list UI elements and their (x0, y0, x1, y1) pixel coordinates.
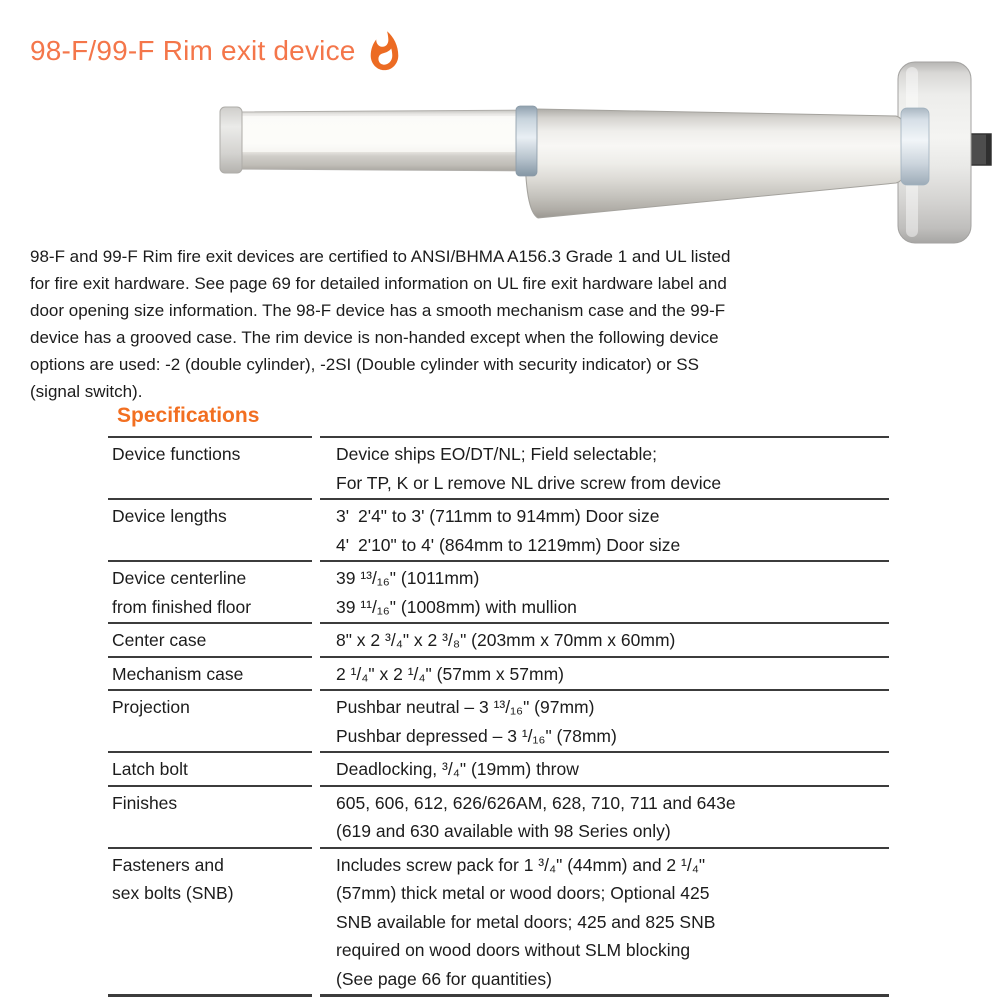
spec-value (320, 785, 889, 847)
spec-value-line (336, 851, 889, 880)
spec-label-line: Device centerline (112, 568, 247, 588)
spec-value-text: required on wood doors without SLM blocking (336, 940, 691, 960)
spec-value-line (336, 879, 889, 908)
spec-value-line (336, 593, 889, 622)
spec-value-text: Deadlocking, ³/₄" (19mm) throw (336, 759, 579, 779)
spec-label-line: Projection (112, 697, 190, 717)
spec-label-line: Finishes (112, 792, 178, 813)
intro-line: 98-F and 99-F Rim fire exit devices are certified to ANSI/BHMA A156.3 Grade 1 and UL listed (30, 247, 731, 266)
spec-value-text: 605, 606, 612, 626/626AM, 628, 710, 711 and 643e (336, 792, 736, 813)
spec-value-line (336, 502, 889, 531)
spec-label (108, 689, 312, 751)
end-cap (220, 107, 242, 173)
spec-value-text: For TP, K or L remove NL drive screw from device (336, 472, 722, 493)
collar (901, 108, 929, 185)
ring (516, 106, 537, 176)
spec-value-text: Includes screw pack for 1 ³/₄" (44mm) and 2 ¹/₄" (336, 854, 706, 875)
spec-label (108, 436, 312, 498)
specifications-table (108, 436, 889, 997)
spec-value-line (336, 660, 889, 689)
spec-value-text: 2 ¹/₄" x 2 ¹/₄" (57mm x 57mm) (336, 663, 564, 684)
rim-exit-device-photo (218, 55, 994, 250)
spec-value (320, 689, 889, 751)
spec-label-line: Latch bolt (112, 759, 188, 779)
spec-label-line: sex bolts (SNB) (112, 883, 234, 903)
intro-paragraph (30, 243, 860, 405)
spec-value-line (336, 564, 889, 593)
spec-label-line: from finished floor (112, 596, 252, 617)
spec-value-text: 39 ¹³/₁₆" (1011mm) (336, 568, 480, 588)
spec-value-text: (619 and 630 available with 98 Series only) (336, 821, 671, 841)
page-title: 98-F/99-F Rim exit device (30, 35, 356, 66)
spec-label-line: Device lengths (112, 506, 227, 526)
spec-value (320, 498, 889, 560)
spec-value-text: (See page 66 for quantities) (336, 968, 552, 989)
spec-value-text: 2'4" to 3' (711mm to 914mm) Door size (358, 506, 660, 526)
spec-label (108, 751, 312, 785)
spec-label (108, 498, 312, 560)
spec-value-text: (57mm) thick metal or wood doors; Optional 425 (336, 883, 710, 903)
spec-row (108, 689, 889, 751)
intro-line: device has a grooved case. The rim device is non-handed except when the following device (30, 328, 719, 347)
spec-row (108, 560, 889, 622)
specifications-heading: Specifications (117, 404, 260, 427)
spec-value-line (336, 440, 889, 469)
intro-line: options are used: -2 (double cylinder), -2SI (Double cylinder with security indicator) or SS (30, 355, 699, 374)
spec-value-text: 39 ¹¹/₁₆" (1008mm) with mullion (336, 596, 577, 617)
spec-value (320, 656, 889, 690)
spec-value-line (336, 722, 889, 751)
spec-value-line (336, 908, 889, 937)
spec-value-line (336, 965, 889, 994)
spec-label-line: Device functions (112, 444, 241, 464)
spec-label (108, 560, 312, 622)
spec-label-line: Fasteners and (112, 854, 224, 875)
length-prefix: 4' (336, 534, 350, 555)
spec-label (108, 622, 312, 656)
spec-row (108, 751, 889, 785)
spec-row (108, 785, 889, 847)
spec-value-line (336, 693, 889, 722)
spec-value-text: Device ships EO/DT/NL; Field selectable; (336, 444, 657, 464)
spec-row (108, 436, 889, 498)
spec-value-text: SNB available for metal doors; 425 and 825 SNB (336, 911, 716, 932)
spec-label-line: Center case (112, 630, 207, 650)
spec-value-text: 2'10" to 4' (864mm to 1219mm) Door size (358, 534, 681, 555)
spec-row (108, 498, 889, 560)
spec-row (108, 847, 889, 998)
spec-value-text: Pushbar neutral – 3 ¹³/₁₆" (97mm) (336, 697, 595, 717)
spec-value-line (336, 936, 889, 965)
spec-value (320, 560, 889, 622)
spec-value-line (336, 469, 889, 498)
spec-label (108, 847, 312, 998)
spec-value (320, 847, 889, 998)
intro-line: (signal switch). (30, 382, 143, 401)
spec-value-line (336, 817, 889, 846)
spec-value (320, 436, 889, 498)
spec-row (108, 656, 889, 690)
spec-value (320, 751, 889, 785)
spec-row (108, 622, 889, 656)
spec-value-line (336, 755, 889, 784)
pushbar-tube (525, 109, 906, 218)
spec-value-line (336, 531, 889, 560)
length-prefix: 3' (336, 506, 350, 526)
intro-line: for fire exit hardware. See page 69 for detailed information on UL fire exit hardware label and (30, 274, 727, 293)
spec-value-line (336, 626, 889, 655)
spec-value-text: 8" x 2 ³/₄" x 2 ³/₈" (203mm x 70mm x 60mm) (336, 630, 676, 650)
spec-label (108, 656, 312, 690)
spec-value (320, 622, 889, 656)
spec-label-line: Mechanism case (112, 663, 244, 684)
spec-value-line (336, 789, 889, 818)
spec-label (108, 785, 312, 847)
intro-line: door opening size information. The 98-F device has a smooth mechanism case and the 99-F (30, 301, 726, 320)
spec-value-text: Pushbar depressed – 3 ¹/₁₆" (78mm) (336, 725, 617, 746)
